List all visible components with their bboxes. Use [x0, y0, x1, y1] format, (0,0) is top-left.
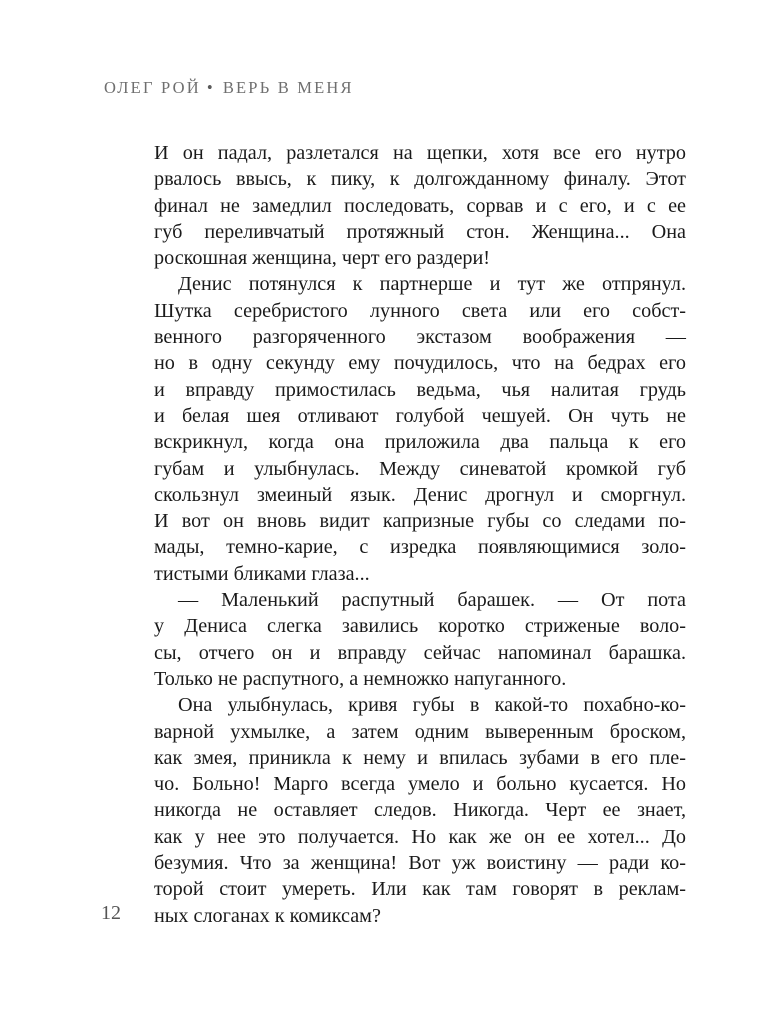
- text-line: Шутка серебристого лунного света или его собст-: [154, 299, 686, 322]
- text-line: скользнул змеиный язык. Денис дрогнул и сморгнул.: [154, 483, 686, 506]
- text-line: И он падал, разлетался на щепки, хотя все его нутро: [154, 142, 686, 164]
- text-line: рвалось ввысь, к пику, к долгожданному финалу. Этот: [154, 168, 686, 191]
- text-line: роскошная женщина, черт его раздери!: [154, 247, 491, 270]
- text-line: у Дениса слегка завились коротко стриженые воло-: [154, 615, 686, 638]
- text-line: торой стоит умереть. Или как там говорят в реклам-: [154, 878, 686, 901]
- text-line: — Маленький распутный барашек. — От пота: [178, 589, 686, 612]
- header-author: ОЛЕГ РОЙ: [104, 78, 201, 97]
- text-line: Она улыбнулась, кривя губы в какой-то похабно-ко-: [178, 694, 686, 717]
- text-line: и вправду примостилась ведьма, чья налитая грудь: [154, 378, 686, 401]
- text-line: Денис потянулся к партнерше и тут же отпрянул.: [178, 273, 686, 296]
- text-line: губ переливчатый протяжный стон. Женщина... Она: [154, 220, 686, 243]
- text-line: безумия. Что за женщина! Вот уж воистину — ради ко-: [154, 852, 686, 875]
- text-line: финал не замедлил последовать, сорвав и с его, и с ее: [154, 194, 686, 217]
- text-line: Только не распутного, а немножко напуганного.: [154, 667, 567, 690]
- text-line: венного разгоряченного экстазом воображения —: [154, 326, 686, 349]
- header-book-title: ВЕРЬ В МЕНЯ: [222, 78, 354, 97]
- running-header: [104, 78, 354, 98]
- text-line: и белая шея отливают голубой чешуей. Он чуть не: [154, 404, 686, 427]
- text-line: тистыми бликами глаза...: [154, 562, 370, 585]
- text-line: никогда не оставляет следов. Никогда. Черт ее знает,: [154, 799, 686, 822]
- text-line: вскрикнул, когда она приложила два пальца к его: [154, 431, 686, 454]
- text-line: как у нее это получается. Но как же он ее хотел... До: [154, 825, 686, 848]
- text-line: мады, темно-карие, с изредка появляющимися золо-: [154, 536, 686, 559]
- text-line: губам и улыбнулась. Между синеватой кромкой губ: [154, 457, 686, 480]
- body-text: [154, 140, 686, 929]
- header-bullet-separator: •: [206, 78, 215, 97]
- text-line: чо. Больно! Марго всегда умело и больно кусается. Но: [154, 773, 686, 796]
- text-line: И вот он вновь видит капризные губы со следами по-: [154, 510, 686, 533]
- text-line: но в одну секунду ему почудилось, что на бедрах его: [154, 352, 686, 375]
- text-line: как змея, приникла к нему и впилась зубами в его пле-: [154, 746, 686, 769]
- text-line: сы, отчего он и вправду сейчас напоминал барашка.: [154, 641, 686, 664]
- text-line: варной ухмылке, а затем одним выверенным броском,: [154, 720, 686, 743]
- text-line: ных слоганах к комиксам?: [154, 904, 381, 927]
- page-number: 12: [101, 902, 121, 924]
